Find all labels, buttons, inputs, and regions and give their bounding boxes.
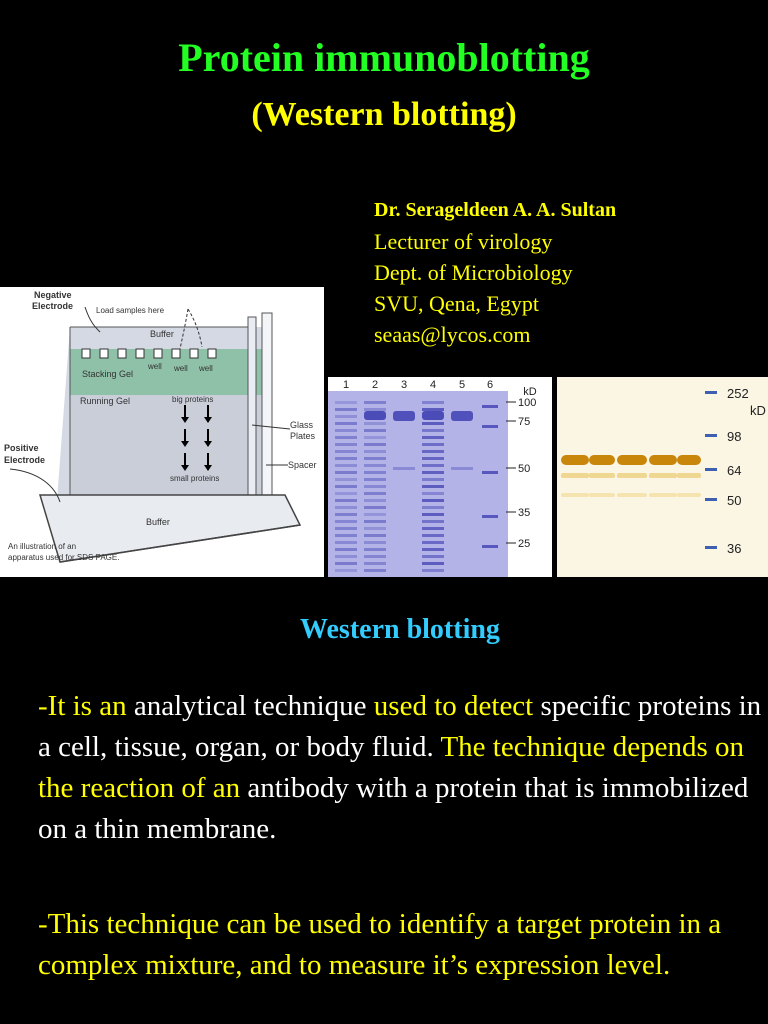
gel1-band [335, 450, 357, 453]
gel2-band [617, 493, 647, 497]
p1-segment-3: used to detect [373, 690, 541, 722]
page-title: Protein immunoblotting [178, 35, 590, 80]
gel2-marker-tick [705, 434, 717, 437]
gel1-band [422, 411, 444, 420]
gel1-band [422, 492, 444, 495]
gel1-band [422, 506, 444, 509]
gel1-band [364, 534, 386, 537]
gel1-band [335, 562, 357, 565]
gel2-marker-label: 98 [727, 429, 742, 444]
gel2-marker-label: 64 [727, 463, 742, 478]
gel1-band [335, 499, 357, 502]
gel1-band [482, 471, 498, 474]
gel2-band [677, 473, 701, 478]
author-department: Dept. of Microbiology [374, 260, 573, 285]
gel1-band [422, 527, 444, 530]
gel2-band [589, 473, 615, 478]
gel1-lane-label: 2 [371, 379, 379, 391]
gel1-band [393, 411, 415, 421]
gel2-band [677, 455, 701, 465]
gel1-band [422, 401, 444, 404]
glass-plates-label-2: Plates [290, 431, 316, 441]
gel1-band [422, 548, 444, 551]
gel2-band [617, 473, 647, 478]
gel1-band [482, 515, 498, 518]
p1-segment-4: specific proteins [540, 690, 739, 722]
gel1-band [335, 429, 357, 432]
gel1-lane-label: 3 [400, 379, 408, 391]
coomassie-gel-image [328, 377, 552, 577]
gel2-marker-label: 252 [727, 386, 749, 401]
author-position: Lecturer of virology [374, 229, 553, 254]
author-name: Dr. Serageldeen A. A. Sultan [374, 199, 617, 221]
gel1-marker-label: 25 [518, 538, 531, 550]
gel1-band [364, 485, 386, 488]
gel1-band [335, 457, 357, 460]
spacer-label: Spacer [288, 460, 317, 470]
gel2-band [561, 473, 589, 478]
gel1-band [422, 534, 444, 537]
gel1-band [335, 520, 357, 523]
gel2-band [589, 493, 615, 497]
author-institution: SVU, Qena, Egypt [374, 291, 539, 316]
gel1-band [364, 527, 386, 530]
gel1-band [364, 541, 386, 544]
gel1-band [422, 450, 444, 453]
p1-segment-2: analytical technique [133, 690, 374, 722]
gel1-marker-label: 50 [518, 463, 531, 475]
gel1-band [482, 405, 498, 408]
gel1-band [364, 443, 386, 446]
gel1-band [364, 548, 386, 551]
stacking-gel-label: Stacking Gel [82, 369, 134, 379]
gel1-band [422, 569, 444, 572]
buffer-top-label: Buffer [150, 329, 174, 339]
gel1-marker-label: 100 [518, 397, 537, 409]
gel1-band [422, 464, 444, 467]
small-proteins-label: small proteins [170, 474, 220, 483]
gel1-band [422, 436, 444, 439]
gel1-band [364, 408, 386, 411]
gel2-band [649, 473, 677, 478]
gel1-band [364, 401, 386, 404]
gel1-band [335, 415, 357, 418]
gel1-band [422, 408, 444, 411]
running-gel-label: Running Gel [80, 396, 131, 406]
well-label-3: well [199, 364, 213, 373]
gel2-band [677, 493, 701, 497]
gel1-band [364, 569, 386, 572]
gel1-band [335, 541, 357, 544]
gel1-band [422, 562, 444, 565]
gel2-band [589, 455, 615, 465]
gel1-band [422, 422, 444, 425]
gel1-band [335, 443, 357, 446]
gel1-band [451, 411, 473, 421]
gel2-unit-label: kD [750, 403, 766, 418]
negative-electrode-label-2: Electrode [32, 301, 74, 311]
gel1-band [364, 471, 386, 474]
gel1-lane-label: 4 [429, 379, 437, 391]
gel1-band [335, 422, 357, 425]
gel2-band [649, 455, 677, 465]
gel1-band [422, 541, 444, 544]
gel1-band [422, 457, 444, 460]
gel1-unit-label: kD [523, 386, 537, 398]
page-subtitle: (Western blotting) [251, 96, 517, 133]
diagram-caption-2: apparatus used for SDS PAGE. [8, 553, 120, 562]
gel1-band [364, 520, 386, 523]
gel1-band [364, 457, 386, 460]
gel1-band [335, 527, 357, 530]
gel2-marker-tick [705, 468, 717, 471]
gel1-band [422, 429, 444, 432]
p1-segment-6: The technique depends on the reaction of an [38, 731, 745, 804]
gel1-band [364, 436, 386, 439]
gel2-marker-tick [705, 546, 717, 549]
gel1-band [364, 513, 386, 516]
gel1-band [335, 471, 357, 474]
gel1-band [364, 478, 386, 481]
gel1-band [422, 555, 444, 558]
gel1-lane-label: 6 [486, 379, 494, 391]
gel1-band [335, 506, 357, 509]
gel1-band [482, 545, 498, 548]
big-proteins-label: big proteins [172, 395, 214, 404]
gel1-band [335, 401, 357, 404]
gel1-band [422, 513, 444, 516]
positive-electrode-label-2: Electrode [4, 455, 46, 465]
gel1-band [335, 492, 357, 495]
gel1-band [364, 411, 386, 420]
well-label-2: well [174, 364, 188, 373]
gel1-band [422, 471, 444, 474]
paragraph-usage [38, 904, 764, 986]
gel1-band [422, 520, 444, 523]
gel2-marker-tick [705, 498, 717, 501]
gel1-band [335, 534, 357, 537]
gel1-band [335, 408, 357, 411]
gel1-band [422, 485, 444, 488]
gel1-band [364, 555, 386, 558]
gel2-marker-tick [705, 391, 717, 394]
gel1-band [364, 429, 386, 432]
p1-segment-1: -It is an [38, 690, 134, 722]
gel1-band [422, 478, 444, 481]
gel1-band [335, 513, 357, 516]
section-title: Western blotting [300, 614, 500, 645]
gel1-band [451, 467, 473, 470]
gel1-band [364, 422, 386, 425]
gel1-band [364, 499, 386, 502]
gel2-marker-label: 36 [727, 541, 742, 556]
gel2-band [649, 493, 677, 497]
gel1-band [335, 548, 357, 551]
western-blot-image [557, 377, 768, 577]
author-email: seaas@lycos.com [374, 322, 531, 347]
gel1-band [393, 467, 415, 470]
diagram-caption-1: An illustration of an [8, 542, 77, 551]
author-block [374, 195, 616, 350]
gel2-band [617, 455, 647, 465]
gel1-lane-label: 5 [458, 379, 466, 391]
negative-electrode-label: Negative [34, 290, 72, 300]
gel1-band [422, 443, 444, 446]
gel1-band [364, 450, 386, 453]
gel1-band [335, 436, 357, 439]
gel1-band [482, 425, 498, 428]
gel1-band [335, 478, 357, 481]
load-samples-label: Load samples here [96, 306, 165, 315]
glass-plates-label: Glass [290, 420, 314, 430]
gel2-marker-label: 50 [727, 493, 742, 508]
gel1-band [422, 499, 444, 502]
positive-electrode-label: Positive [4, 443, 39, 453]
gel1-lane-label: 1 [342, 379, 350, 391]
gel2-band [561, 493, 589, 497]
gel2-band [561, 455, 589, 465]
gel1-marker-label: 35 [518, 507, 531, 519]
gel1-band [335, 485, 357, 488]
p1-segment-7: antibody with a protein that is immobilized on a thin membrane. [38, 772, 749, 845]
gel1-band [364, 562, 386, 565]
gel1-band [364, 492, 386, 495]
gel1-band [335, 569, 357, 572]
paragraph-definition [38, 686, 764, 850]
gel1-band [364, 506, 386, 509]
well-label-1: well [148, 362, 162, 371]
p1-segment-5: in a cell, tissue, organ, or body fluid. [38, 690, 762, 763]
buffer-bottom-label: Buffer [146, 517, 170, 527]
gel1-band [335, 464, 357, 467]
p2-segment-1: -This technique can be used to identify a target protein in a complex mixture, and to measure it’s expression level. [38, 908, 722, 981]
sds-page-diagram [0, 287, 324, 577]
gel1-marker-label: 75 [518, 416, 531, 428]
gel1-band [335, 555, 357, 558]
gel1-band [364, 464, 386, 467]
